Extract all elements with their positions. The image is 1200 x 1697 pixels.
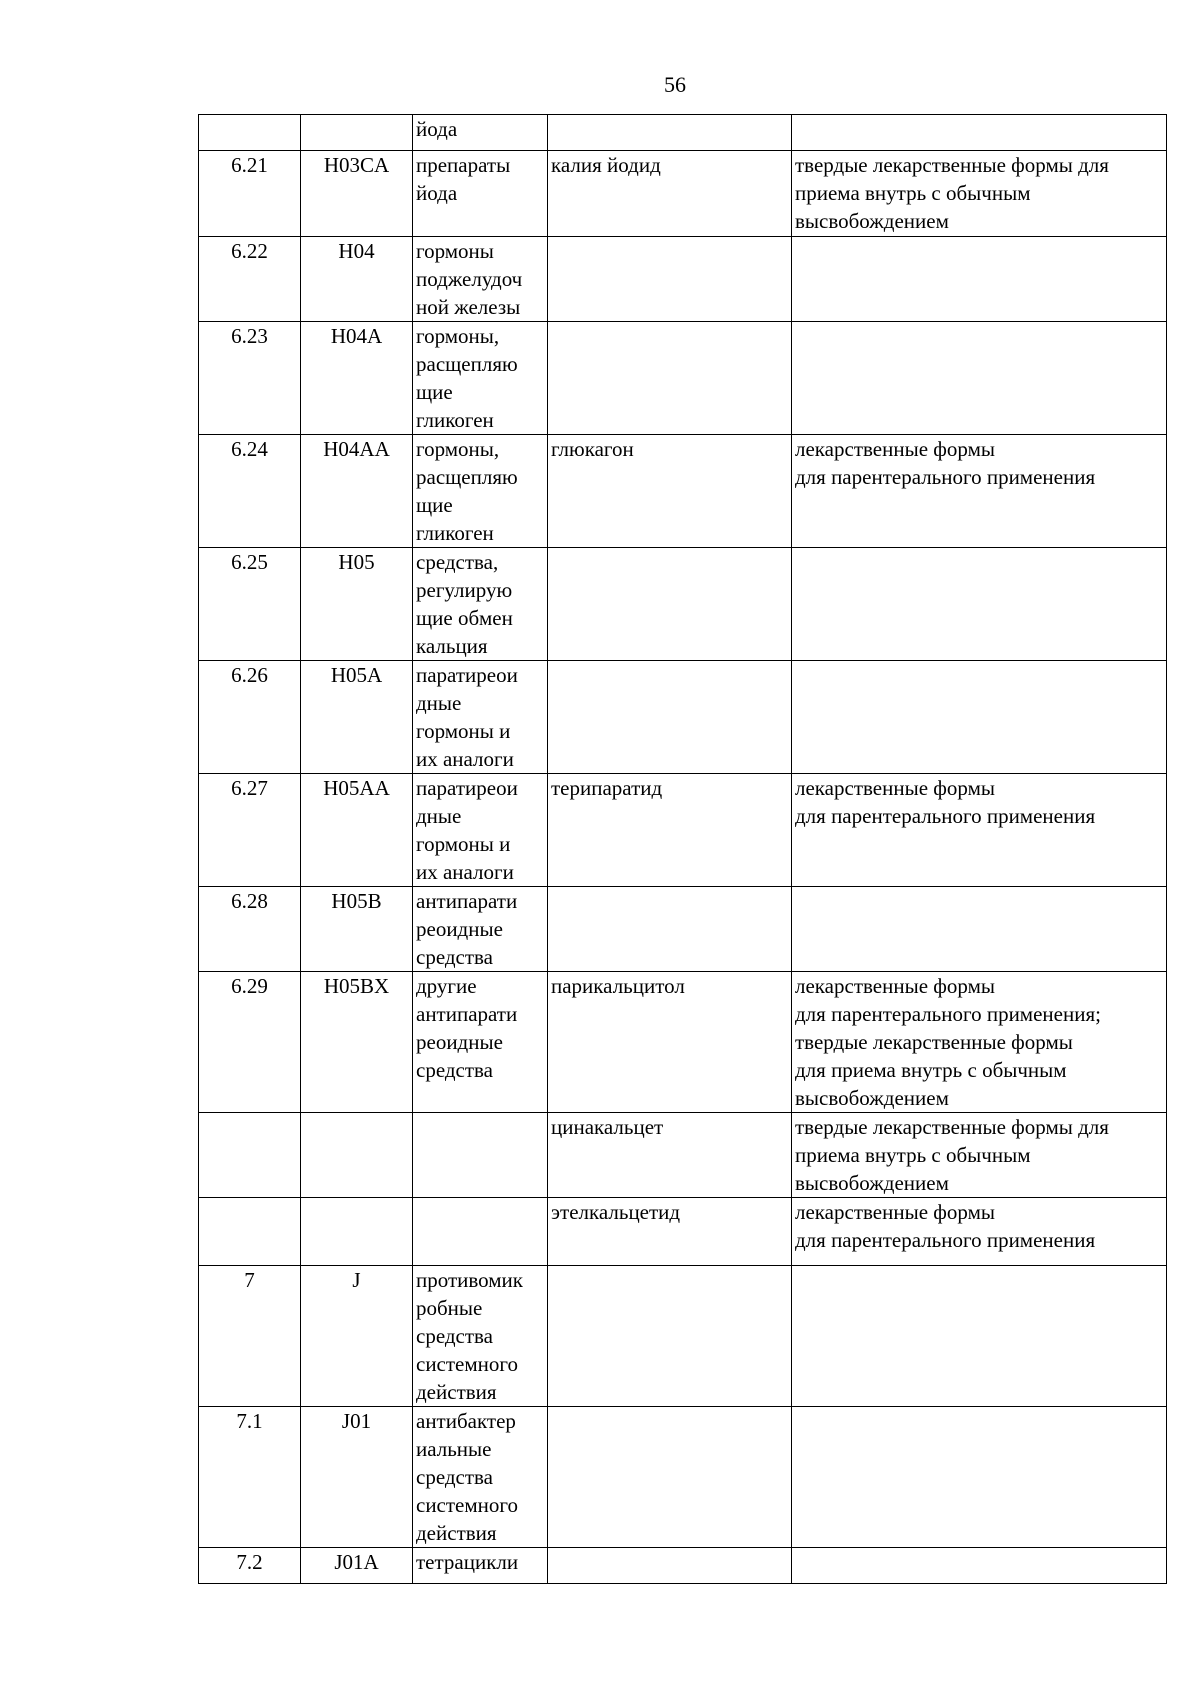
table-row — [199, 237, 1167, 322]
dosage-form-cell: лекарственные формы для парентерального применения — [792, 774, 1167, 887]
row-number-cell — [199, 1113, 301, 1198]
row-number-cell — [199, 115, 301, 151]
drug-name-cell — [548, 661, 792, 774]
atc-code-cell: H05BX — [301, 972, 413, 1113]
table-row — [199, 887, 1167, 972]
row-number-cell: 6.23 — [199, 322, 301, 435]
row-number-cell: 6.21 — [199, 151, 301, 237]
drug-name-cell — [548, 1407, 792, 1548]
drug-name-cell — [548, 115, 792, 151]
atc-code-cell — [301, 1113, 413, 1198]
drug-name-cell — [548, 548, 792, 661]
table-row — [199, 1407, 1167, 1548]
row-number-cell: 7 — [199, 1266, 301, 1407]
drug-name-cell — [548, 1266, 792, 1407]
dosage-form-cell: лекарственные формы для парентерального применения — [792, 435, 1167, 548]
row-number-cell: 7.1 — [199, 1407, 301, 1548]
dosage-form-cell: лекарственные формы для парентерального применения — [792, 1198, 1167, 1266]
row-number-cell: 7.2 — [199, 1548, 301, 1584]
drug-name-cell — [548, 1548, 792, 1584]
table-row — [199, 1548, 1167, 1584]
dosage-form-cell — [792, 1548, 1167, 1584]
anatomical-therapeutic-group-cell: тетрацикли — [413, 1548, 548, 1584]
atc-code-cell: H04A — [301, 322, 413, 435]
atc-code-cell: H05B — [301, 887, 413, 972]
anatomical-therapeutic-group-cell: гормоны, расщепляю щие гликоген — [413, 322, 548, 435]
row-number-cell: 6.24 — [199, 435, 301, 548]
table-row — [199, 151, 1167, 237]
atc-code-cell: J01A — [301, 1548, 413, 1584]
atc-code-cell — [301, 115, 413, 151]
table-row — [199, 1266, 1167, 1407]
anatomical-therapeutic-group-cell: средства, регулирую щие обмен кальция — [413, 548, 548, 661]
row-number-cell: 6.27 — [199, 774, 301, 887]
row-number-cell: 6.29 — [199, 972, 301, 1113]
table-body — [199, 115, 1167, 1584]
dosage-form-cell: лекарственные формы для парентерального применения; твердые лекарственные формы для приема внутрь с обычным высвобождением — [792, 972, 1167, 1113]
dosage-form-cell — [792, 1266, 1167, 1407]
drug-name-cell: калия йодид — [548, 151, 792, 237]
drug-name-cell: этелкальцетид — [548, 1198, 792, 1266]
anatomical-therapeutic-group-cell: препараты йода — [413, 151, 548, 237]
table-row — [199, 435, 1167, 548]
row-number-cell: 6.26 — [199, 661, 301, 774]
drug-name-cell: глюкагон — [548, 435, 792, 548]
dosage-form-cell — [792, 237, 1167, 322]
drug-name-cell: парикальцитол — [548, 972, 792, 1113]
page-number: 56 — [664, 72, 686, 97]
dosage-form-cell — [792, 887, 1167, 972]
atc-code-cell: J — [301, 1266, 413, 1407]
atc-code-cell — [301, 1198, 413, 1266]
anatomical-therapeutic-group-cell: гормоны, расщепляю щие гликоген — [413, 435, 548, 548]
anatomical-therapeutic-group-cell: антипарати реоидные средства — [413, 887, 548, 972]
table-row — [199, 1198, 1167, 1266]
table-row — [199, 548, 1167, 661]
atc-code-cell: H05A — [301, 661, 413, 774]
anatomical-therapeutic-group-cell — [413, 1113, 548, 1198]
row-number-cell: 6.25 — [199, 548, 301, 661]
table-row — [199, 972, 1167, 1113]
drug-name-cell: цинакальцет — [548, 1113, 792, 1198]
atc-code-cell: J01 — [301, 1407, 413, 1548]
anatomical-therapeutic-group-cell: йода — [413, 115, 548, 151]
table-row — [199, 774, 1167, 887]
medication-table — [198, 114, 1167, 1584]
dosage-form-cell — [792, 115, 1167, 151]
atc-code-cell: H05 — [301, 548, 413, 661]
dosage-form-cell — [792, 1407, 1167, 1548]
anatomical-therapeutic-group-cell: паратиреои дные гормоны и их аналоги — [413, 774, 548, 887]
drug-name-cell — [548, 322, 792, 435]
dosage-form-cell — [792, 548, 1167, 661]
atc-code-cell: H03CA — [301, 151, 413, 237]
anatomical-therapeutic-group-cell: другие антипарати реоидные средства — [413, 972, 548, 1113]
anatomical-therapeutic-group-cell: гормоны поджелудоч ной железы — [413, 237, 548, 322]
atc-code-cell: H04 — [301, 237, 413, 322]
anatomical-therapeutic-group-cell: паратиреои дные гормоны и их аналоги — [413, 661, 548, 774]
row-number-cell: 6.22 — [199, 237, 301, 322]
table-row — [199, 115, 1167, 151]
row-number-cell: 6.28 — [199, 887, 301, 972]
anatomical-therapeutic-group-cell: противомик робные средства системного действия — [413, 1266, 548, 1407]
drug-name-cell: терипаратид — [548, 774, 792, 887]
drug-name-cell — [548, 237, 792, 322]
table-row — [199, 661, 1167, 774]
atc-code-cell: H04AA — [301, 435, 413, 548]
dosage-form-cell: твердые лекарственные формы для приема внутрь с обычным высвобождением — [792, 1113, 1167, 1198]
anatomical-therapeutic-group-cell — [413, 1198, 548, 1266]
drug-name-cell — [548, 887, 792, 972]
row-number-cell — [199, 1198, 301, 1266]
table-row — [199, 322, 1167, 435]
atc-code-cell: H05AA — [301, 774, 413, 887]
table-row — [199, 1113, 1167, 1198]
dosage-form-cell: твердые лекарственные формы для приема внутрь с обычным высвобождением — [792, 151, 1167, 237]
dosage-form-cell — [792, 322, 1167, 435]
dosage-form-cell — [792, 661, 1167, 774]
anatomical-therapeutic-group-cell: антибактер иальные средства системного действия — [413, 1407, 548, 1548]
